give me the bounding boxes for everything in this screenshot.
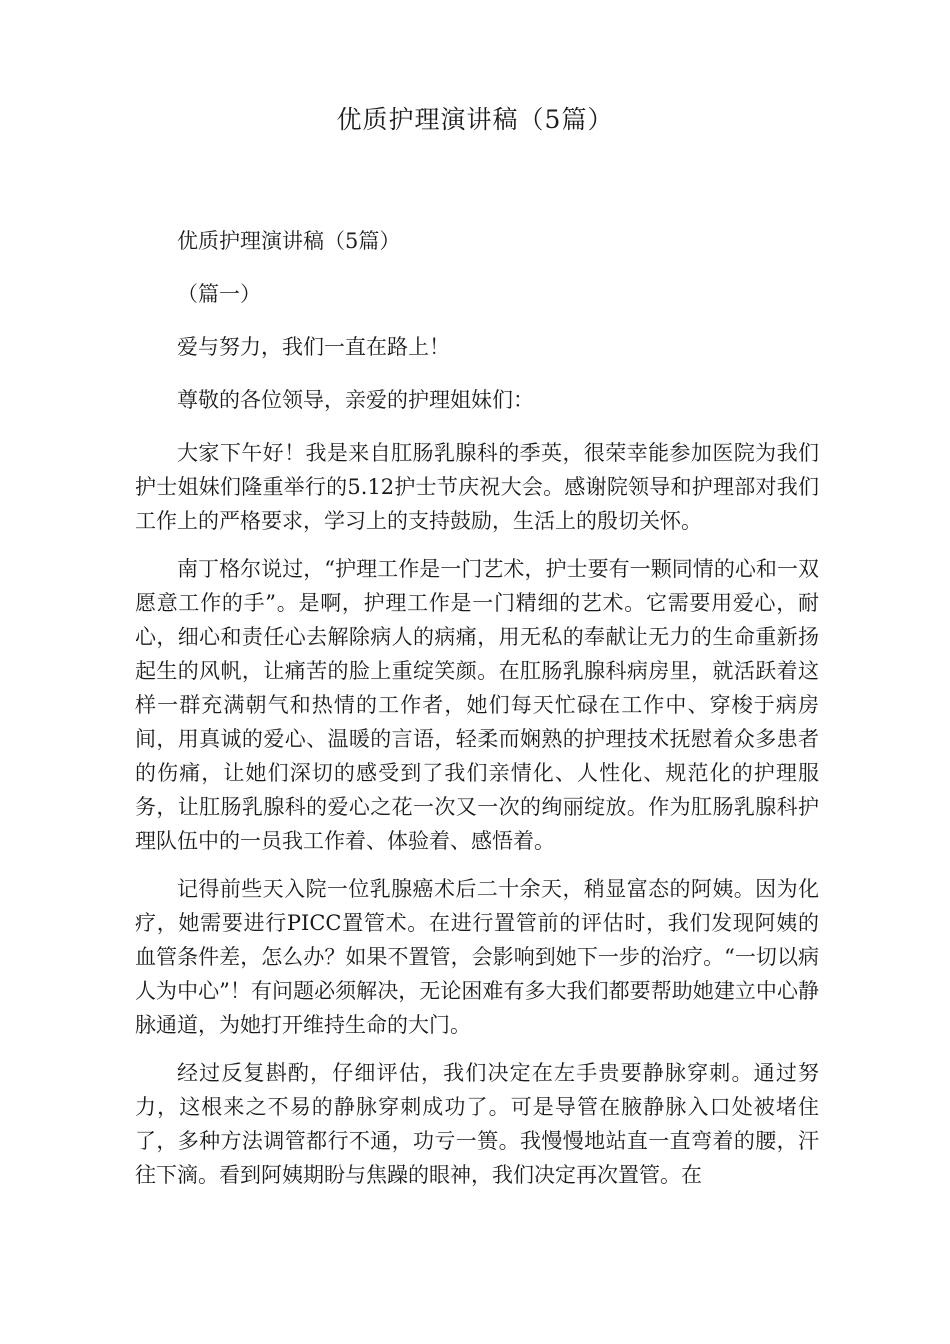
paragraph-subtitle: 优质护理演讲稿（5篇） <box>177 229 401 253</box>
paragraph-speech-title: 爱与努力，我们一直在路上！ <box>177 335 450 359</box>
paragraph-procedure: 经过反复斟酌，仔细评估，我们决定在左手贵要静脉穿刺。通过努力，这根来之不易的静脉穿刺成功了。可是导管在腋静脉入口处被堵住了，多种方法调管都行不通，功亏一篑。我慢慢地站直一直弯着的腰，汗往下滴。看到阿姨期盼与焦躁的眼神，我们决定再次置管。在 <box>135 1061 819 1187</box>
document-title: 优质护理演讲稿（5篇） <box>336 105 614 134</box>
paragraph-section-label: （篇一） <box>177 282 261 306</box>
paragraph-patient-story: 记得前些天入院一位乳腺癌术后二十余天，稍显富态的阿姨。因为化疗，她需要进行PICC置管术。在进行置管前的评估时，我们发现阿姨的血管条件差，怎么办？如果不置管，会影响到她下一步的治疗。“一切以病人为中心”！有问题必须解决，无论困难有多大我们都要帮助她建立中心静脉通道，为她打开维持生命的大门。 <box>135 877 819 1037</box>
paragraph-greeting: 大家下午好！我是来自肛肠乳腺科的季英，很荣幸能参加医院为我们护士姐妹们隆重举行的5.12护士节庆祝大会。感谢院领导和护理部对我们工作上的严格要求，学习上的支持鼓励，生活上的殷切关怀。 <box>135 441 819 533</box>
paragraph-nightingale: 南丁格尔说过，“护理工作是一门艺术，护士要有一颗同情的心和一双愿意工作的手”。是啊，护理工作是一门精细的艺术。它需要用爱心，耐心，细心和责任心去解除病人的病痛，用无私的奉献让无力的生命重新扬起生的风帆，让痛苦的脸上重绽笑颜。在肛肠乳腺科病房里，就活跃着这样一群充满朝气和热情的工作者，她们每天忙碌在工作中、穿梭于病房间，用真诚的爱心、温暖的言语，轻柔而娴熟的护理技术抚慰着众多患者的伤痛，让她们深切的感受到了我们亲情化、人性化、规范化的护理服务，让肛肠乳腺科的爱心之花一次又一次的绚丽绽放。作为肛肠乳腺科护理队伍中的一员我工作着、体验着、感悟着。 <box>135 557 819 853</box>
document-body <box>135 224 819 1206</box>
paragraph-salutation: 尊敬的各位领导，亲爱的护理姐妹们： <box>177 388 534 412</box>
